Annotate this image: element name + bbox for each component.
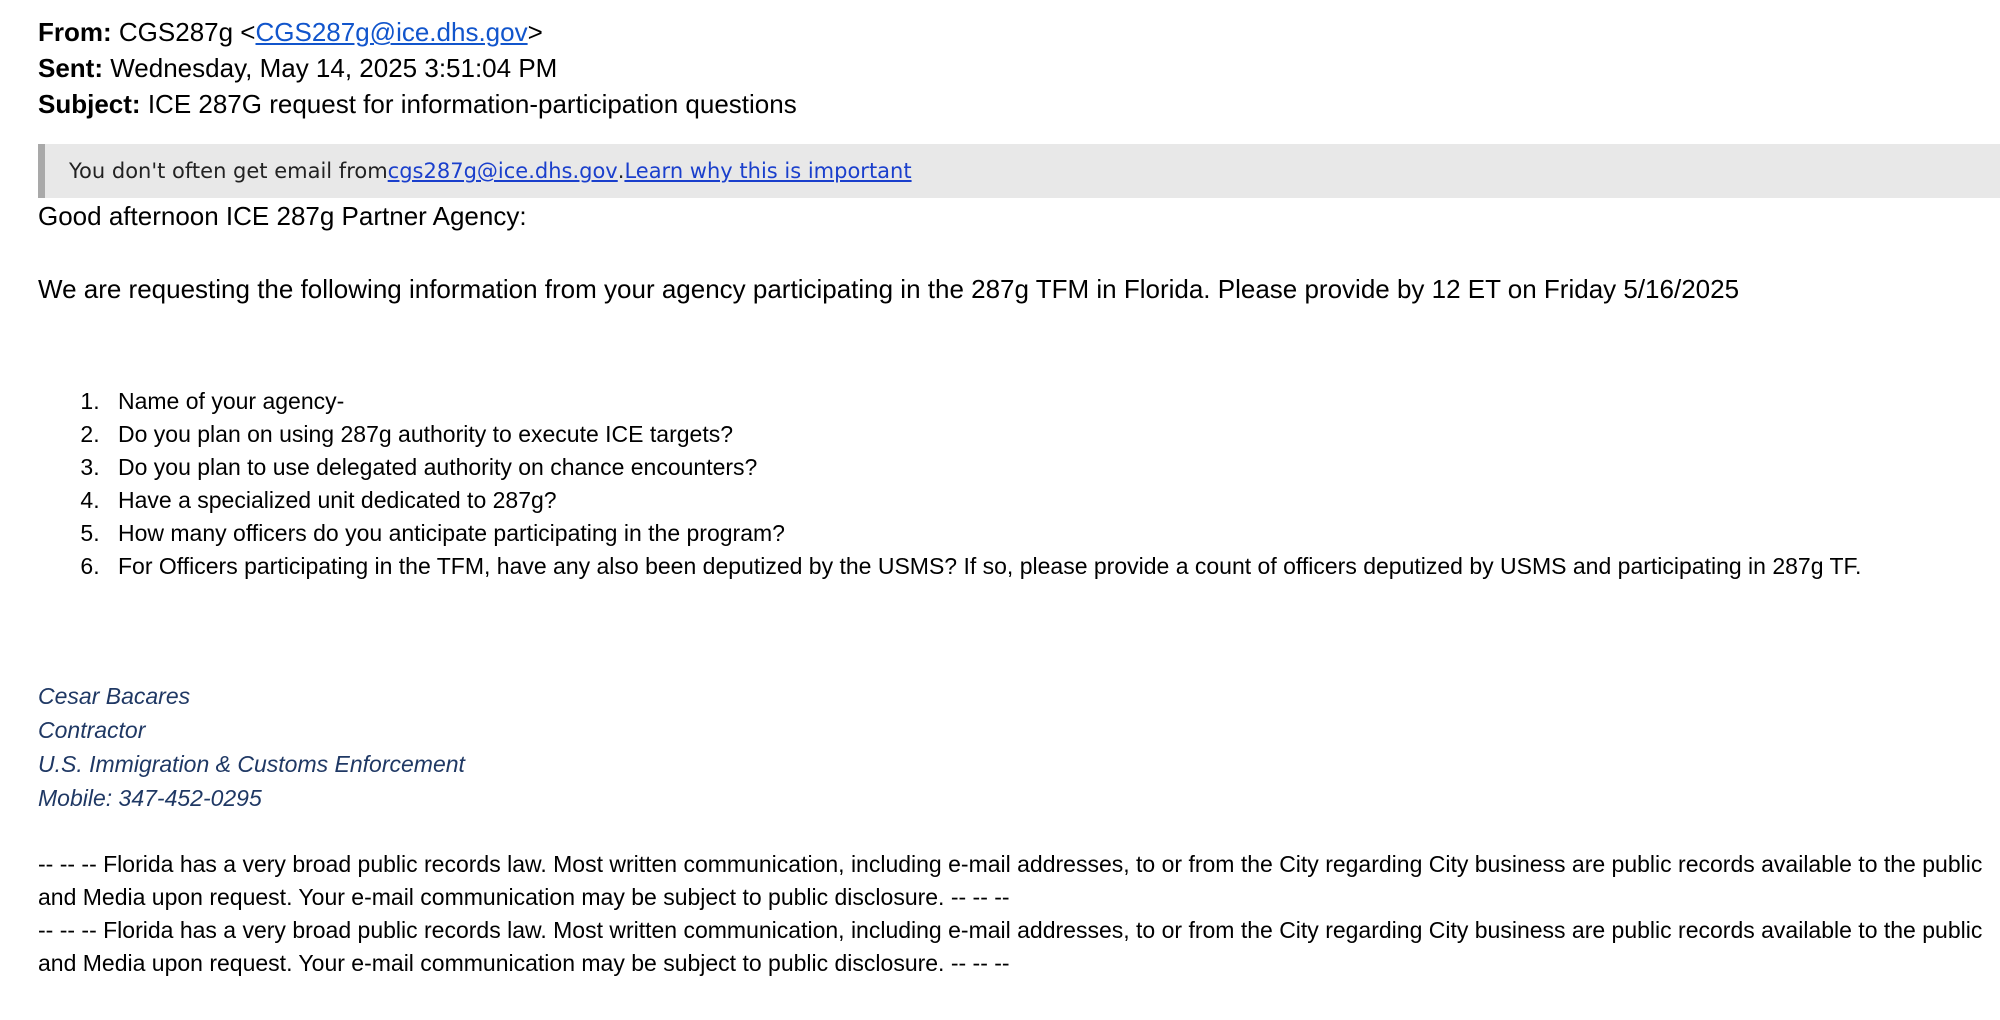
signature-block <box>38 679 2000 815</box>
signature-phone: Mobile: 347-452-0295 <box>38 785 262 811</box>
list-item: 6. For Officers participating in the TFM, have any also been deputized by the USMS? If so, please provide a count of officers deputized by USMS and participating in 287g TF. <box>106 550 2000 583</box>
subject-text: ICE 287G request for information-participation questions <box>147 89 797 119</box>
banner-separator: . <box>617 159 625 183</box>
sent-line <box>38 50 2000 86</box>
subject-line <box>38 86 2000 122</box>
sender-name: CGS287g < <box>118 17 256 47</box>
from-label: From: <box>38 17 112 47</box>
disclaimer-text: -- -- -- Florida has a very broad public records law. Most written communication, including e-mail addresses, to or from the City regarding City business are public records available to the public and Media upon request. Your e-mail communication may be subject to public disclosure. -- -- -- <box>38 851 1983 910</box>
sender-email-link[interactable]: CGS287g@ice.dhs.gov <box>255 17 528 47</box>
sent-date: Wednesday, May 14, 2025 3:51:04 PM <box>110 53 558 83</box>
greeting: Good afternoon ICE 287g Partner Agency: <box>38 201 527 231</box>
questions-list <box>38 385 2000 583</box>
sender-email-close: > <box>527 17 543 47</box>
banner-email-link[interactable]: cgs287g@ice.dhs.gov <box>387 159 618 183</box>
signature-org: U.S. Immigration & Customs Enforcement <box>38 751 465 777</box>
public-records-disclaimer <box>38 848 1998 980</box>
banner-text: You don't often get email from <box>69 159 388 183</box>
external-sender-banner <box>38 144 2000 198</box>
learn-why-link[interactable]: Learn why this is important <box>624 159 912 183</box>
list-item: 3. Do you plan to use delegated authority on chance encounters? <box>106 451 2000 484</box>
list-item: 2. Do you plan on using 287g authority to execute ICE targets? <box>106 418 2000 451</box>
subject-label: Subject: <box>38 89 141 119</box>
list-item: 1. Name of your agency- <box>106 385 2000 418</box>
signature-name: Cesar Bacares <box>38 683 191 709</box>
from-line <box>38 14 2000 50</box>
disclaimer-text: -- -- -- Florida has a very broad public records law. Most written communication, including e-mail addresses, to or from the City regarding City business are public records available to the public and Media upon request. Your e-mail communication may be subject to public disclosure. -- -- -- <box>38 917 1983 976</box>
signature-title: Contractor <box>38 717 146 743</box>
email-message <box>38 14 2000 980</box>
sent-label: Sent: <box>38 53 103 83</box>
list-item: 4. Have a specialized unit dedicated to 287g? <box>106 484 2000 517</box>
request-paragraph: We are requesting the following information from your agency participating in the 287g TFM in Florida. Please provide by 12 ET on Friday 5/16/2025 <box>38 274 1740 304</box>
list-item: 5. How many officers do you anticipate participating in the program? <box>106 517 2000 550</box>
